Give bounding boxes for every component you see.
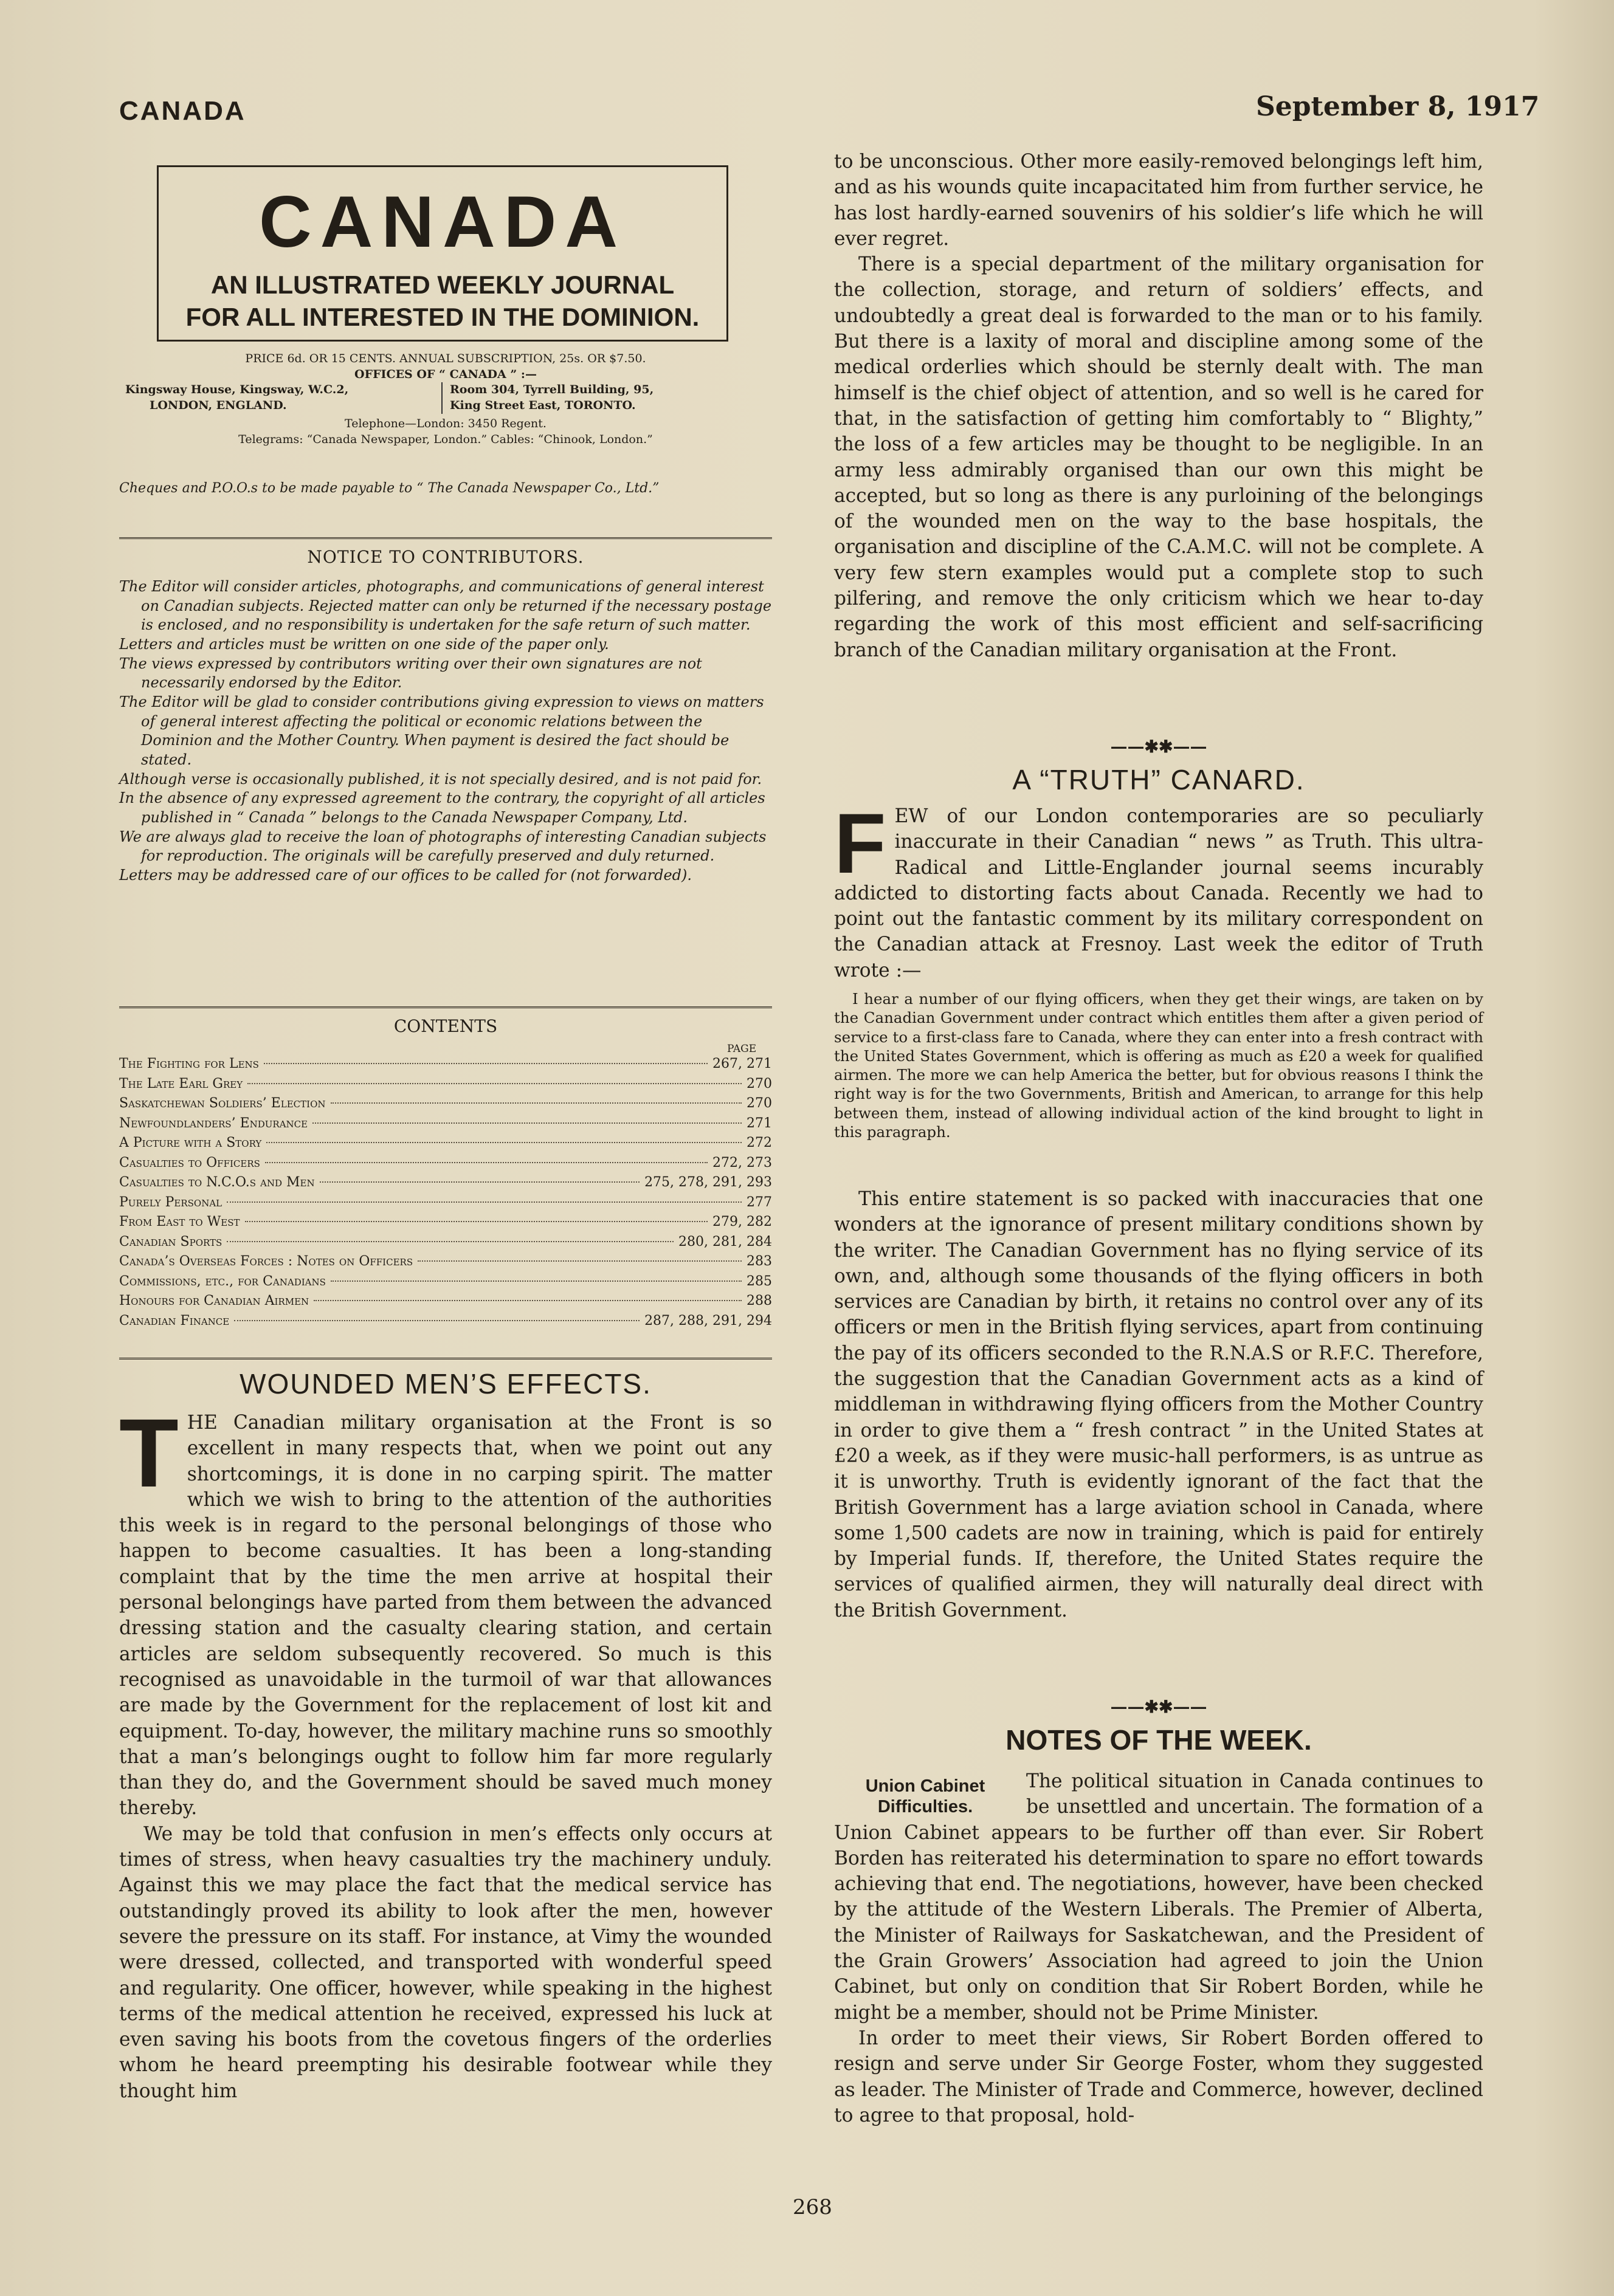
toc-title: Newfoundlanders’ Endurance — [119, 1115, 308, 1131]
telegrams-line: Telegrams: “Canada Newspaper, London.” Cables: “Chinook, London.” — [238, 432, 653, 446]
contents-list — [119, 1056, 772, 1333]
toc-entry — [119, 1254, 772, 1274]
toc-leader — [264, 1063, 708, 1064]
contents-heading: CONTENTS — [393, 1016, 498, 1036]
toc-title: From East to West — [119, 1214, 240, 1229]
toc-title: Canada’s Overseas Forces : Notes on Officers — [119, 1254, 413, 1269]
wounded-paragraph-1: HE Canadian military organisation at the Front is so excellent in many respects that, when we point out any shortcomings, it is done in no carping spirit. The matter which we wish to bring to the attention of the authorities this week is in regard to the personal belongings of those who happen to become casualties. It has been a long-standing complaint that by the time the men arrive at hospital their personal belongings have parted from them between the advanced dressing station and the casualty clearing station, and certain articles are seldom subsequently recovered. So much is this recognised as unavoidable in the turmoil of war that allowances are made by the Government for the replacement of lost kit and equipment. To-day, however, the military machine runs so smoothly that a man’s belongings ought to follow him far more regularly than they do, and the Government should be saved much money thereby. — [119, 1412, 772, 1820]
publication-info — [119, 351, 772, 448]
toc-title: The Late Earl Grey — [119, 1076, 243, 1091]
toronto-office — [441, 382, 766, 413]
section-rule — [119, 1358, 772, 1359]
toc-pages: 285 — [747, 1273, 772, 1289]
toc-leader — [227, 1241, 674, 1242]
truth-quotation — [834, 989, 1483, 1141]
toc-entry — [119, 1293, 772, 1313]
toc-title: Canadian Finance — [119, 1313, 230, 1328]
cheques-note: Cheques and P.O.O.s to be made payable to “ The Canada Newspaper Co., Ltd.” — [119, 481, 660, 496]
toc-leader — [331, 1102, 742, 1104]
truth-heading: A “TRUTH” CANARD. — [1012, 764, 1305, 796]
london-office-line-1: Kingsway House, Kingsway, W.C.2, — [125, 383, 349, 397]
toc-pages: 275, 278, 291, 293 — [644, 1175, 772, 1190]
truth-article — [834, 796, 1483, 983]
toc-leader — [245, 1221, 708, 1222]
notes-sidehead: Union Cabinet Difficulties. — [865, 1776, 985, 1817]
section-rule — [119, 1006, 772, 1008]
toc-entry — [119, 1096, 772, 1116]
wounded-article — [119, 1398, 772, 2104]
toc-title: Casualties to Officers — [119, 1155, 260, 1170]
contents-page-label: PAGE — [727, 1043, 757, 1055]
wounded-heading: WOUNDED MEN’S EFFECTS. — [240, 1368, 652, 1400]
notice-item: Letters and articles must be written on one side of the paper only. — [119, 636, 609, 653]
truth-quote-text: I hear a number of our flying officers, when they get their wings, are taken on by the Canadian Government under contract which entitles them after a given period of service to a first-class fare to Canada, where they can enter into a fresh contract with the United States Government, which is offering as much as £20 a week for qualified airmen. The more we can help America the better, but for obvious reasons I think the right way is for the two Governments, British and American, to arrange for this help between them, instead of allowing individual action of the kind brought to light in this paragraph. — [834, 990, 1483, 1141]
truth-paragraph-1: EW of our London contemporaries are so peculiarly inaccurate in their Canadian “ news ” as Truth. This ultra-Radical and Little-Englander journal seems incurably addicted to distorting facts about Canada. Recently we had to point out the fantastic comment by its military correspondent on the Canadian attack at Fresnoy. Last week the editor of Truth wrote :— — [834, 805, 1483, 981]
toc-pages: 287, 288, 291, 294 — [644, 1313, 772, 1328]
toc-leader — [227, 1201, 742, 1203]
toc-pages: 270 — [747, 1096, 772, 1111]
toc-pages: 279, 282 — [712, 1214, 772, 1229]
toc-title: Canadian Sports — [119, 1234, 222, 1249]
masthead-subtitle-2: FOR ALL INTERESTED IN THE DOMINION. — [185, 302, 700, 331]
toc-pages: 280, 281, 284 — [678, 1234, 772, 1249]
toc-title: Saskatchewan Soldiers’ Election — [119, 1096, 326, 1111]
wounded-paragraph-3: to be unconscious. Other more easily-removed belongings left him, and as his wounds quite incapacitated him from further service, he has lost hardly-earned souvenirs of his soldier’s life which he will ever regret. — [834, 151, 1483, 250]
notice-item: In the absence of any expressed agreement to the contrary, the copyright of all articles published in “ Canada ” belongs to the Canada Newspaper Company, Ltd. — [119, 789, 765, 827]
toc-entry — [119, 1175, 772, 1195]
section-rule — [119, 537, 772, 539]
running-head-title: CANADA — [119, 96, 246, 126]
toc-pages: 283 — [747, 1254, 772, 1269]
price-line: PRICE 6d. OR 15 CENTS. ANNUAL SUBSCRIPTION, 25s. OR $7.50. — [245, 352, 646, 365]
toc-leader — [247, 1083, 742, 1084]
toc-entry — [119, 1234, 772, 1254]
toc-pages: 277 — [747, 1194, 772, 1210]
left-column — [119, 158, 772, 2164]
toc-pages: 272 — [747, 1135, 772, 1150]
offices-title: OFFICES OF “ CANADA ” :— — [354, 367, 537, 381]
toc-pages: 272, 273 — [712, 1155, 772, 1170]
notes-paragraph-2: In order to meet their views, Sir Robert Borden offered to resign and serve under Sir George Foster, whom they suggested as leader. The Minister of Trade and Commerce, however, declined to agree to that proposal, hold- — [834, 2027, 1483, 2126]
toronto-office-line-1: Room 304, Tyrrell Building, 95, — [450, 383, 654, 397]
running-head-date: September 8, 1917 — [1256, 91, 1540, 122]
toc-entry — [119, 1116, 772, 1136]
toc-leader — [320, 1181, 640, 1183]
page-number: 268 — [793, 2195, 832, 2219]
wounded-article-continued — [834, 149, 1483, 663]
toc-leader — [314, 1300, 742, 1301]
toc-title: Commissions, etc., for Canadians — [119, 1273, 326, 1289]
toc-entry — [119, 1214, 772, 1234]
wounded-dropcap: T — [119, 1398, 179, 1507]
notice-to-contributors — [119, 577, 772, 885]
offices-block — [119, 382, 772, 416]
masthead-subtitle-1: AN ILLUSTRATED WEEKLY JOURNAL — [210, 270, 675, 299]
toc-pages: 288 — [747, 1293, 772, 1308]
toc-leader — [266, 1142, 742, 1143]
toc-pages: 271 — [747, 1115, 772, 1131]
london-office-line-2: LONDON, ENGLAND. — [150, 398, 287, 412]
notice-item: Letters may be addressed care of our offices to be called for (not forwarded). — [119, 867, 692, 884]
toc-title: The Fighting for Lens — [119, 1056, 259, 1071]
telephone-line: Telephone—London: 3450 Regent. — [345, 417, 547, 431]
notice-item: Although verse is occasionally published, it is not specially desired, and is not paid for. — [119, 770, 762, 788]
notes-article — [834, 1768, 1483, 2128]
notice-item: The Editor will be glad to consider contributions giving expression to views on matters of general interest affecting the political or economic relations between the Dominion and the Mother Country. When payment is desired the fact should be stated. — [119, 693, 764, 769]
toronto-office-line-2: King Street East, TORONTO. — [450, 398, 636, 412]
toc-entry — [119, 1135, 772, 1155]
toc-title: Honours for Canadian Airmen — [119, 1293, 309, 1308]
truth-article-continued — [834, 1186, 1483, 1623]
toc-title: A Picture with a Story — [119, 1135, 262, 1150]
section-divider: ——✱✱—— — [1110, 737, 1207, 757]
toc-leader — [312, 1122, 742, 1124]
toc-entry — [119, 1076, 772, 1096]
masthead-box — [157, 165, 728, 342]
toc-entry — [119, 1155, 772, 1175]
toc-pages: 270 — [747, 1076, 772, 1091]
toc-entry — [119, 1195, 772, 1215]
masthead-title: CANADA — [259, 181, 626, 263]
notice-item: The views expressed by contributors writing over their own signatures are not necessarily endorsed by the Editor. — [119, 655, 702, 692]
truth-paragraph-2: This entire statement is so packed with inaccuracies that one wonders at the ignorance of present military conditions shown by the writer. The Canadian Government has no flying service of its own, and, although some thousands of the flying officers in both services are Canadian by birth, it retains no control over any of its officers or men in the British flying services, apart from continuing the pay of its officers seconded to the R.N.A.S or R.F.C. Therefore, the suggestion that the Canadian Government acts as a kind of middleman in withdrawing flying officers from the Mother Country in order to give them a “ fresh contract ” in the United States at £20 a week, as if they were music-hall performers, is as untrue as it is unworthy. Truth is evidently ignorant of the fact that the British Government has a large aviation school in Canada, where some 1,500 cadets are now in training, which is paid for entirely by Imperial funds. If, therefore, the United States require the services of qualified airmen, they will naturally deal direct with the British Government. — [834, 1188, 1483, 1621]
notes-paragraph-1: The political situation in Canada continues to be unsettled and uncertain. The formation of a Union Cabinet appears to be further off than ever. Sir Robert Borden has reiterated his determination to spare no effort towards achieving that end. The negotiations, however, have been checked by the attitude of the Western Liberals. The Premier of Alberta, the Minister of Railways for Saskatchewan, and the President of the Grain Growers’ Association had agreed to join the Union Cabinet, but only on condition that Sir Robert Borden, while he might be a member, should not be Prime Minister. — [834, 1770, 1483, 2024]
toc-entry — [119, 1274, 772, 1294]
toc-title: Casualties to N.C.O.s and Men — [119, 1175, 315, 1190]
london-office — [125, 382, 429, 413]
notice-heading: NOTICE TO CONTRIBUTORS. — [307, 547, 584, 567]
notes-heading: NOTES OF THE WEEK. — [1005, 1724, 1312, 1756]
toc-title: Purely Personal — [119, 1194, 222, 1210]
toc-leader — [331, 1280, 742, 1282]
section-divider: ——✱✱—— — [1110, 1697, 1207, 1717]
toc-entry — [119, 1056, 772, 1076]
toc-leader — [234, 1320, 640, 1321]
toc-leader — [418, 1260, 742, 1262]
toc-leader — [265, 1162, 708, 1163]
wounded-paragraph-2: We may be told that confusion in men’s effects only occurs at times of stress, when heavy casualties try the machinery unduly. Against this we may place the fact that the medical service has outstandingly proved its ability to look after the men, however severe the pressure on its staff. For instance, at Vimy the wounded were dressed, collected, and transported with wonderful speed and regularity. One officer, however, while speaking in the highest terms of the medical attention he received, expressed his luck at even saving his boots from the covetous fingers of the orderlies whom he heard preempting his desirable footwear while they thought him — [119, 1823, 772, 2102]
toc-pages: 267, 271 — [712, 1056, 772, 1071]
toc-entry — [119, 1313, 772, 1333]
truth-dropcap: F — [834, 796, 886, 891]
notice-item: The Editor will consider articles, photographs, and communications of general interest on Canadian subjects. Rejected matter can only be returned if the necessary postage is enclosed, and no responsibility is undertaken for the safe return of such matter. — [119, 578, 772, 634]
wounded-paragraph-4: There is a special department of the military organisation for the collection, storage, and return of soldiers’ effects, and undoubtedly a great deal is forwarded to the man or to his family. But there is a laxity of moral and discipline among some of the medical orderlies which should be sternly dealt with. The man himself is the chief object of attention, and so well is he cared for that, in the satisfaction of getting him comfortably to “ Blighty,” the loss of a few articles may be thought to be negligible. In an army less admirably organised than our own this might be accepted, but so long as there is any purloining of the belongings of the wounded men on the way to the base hospitals, the organisation and discipline of the C.A.M.C. will not be complete. A very few stern examples would put a complete stop to such pilfering, and remove the only criticism which we hear to-day regarding the work of this most efficient and self-sacrificing branch of the Canadian military organisation at the Front. — [834, 253, 1483, 661]
notice-item: We are always glad to receive the loan of photographs of interesting Canadian subjects for reproduction. The originals will be carefully preserved and duly returned. — [119, 828, 767, 865]
